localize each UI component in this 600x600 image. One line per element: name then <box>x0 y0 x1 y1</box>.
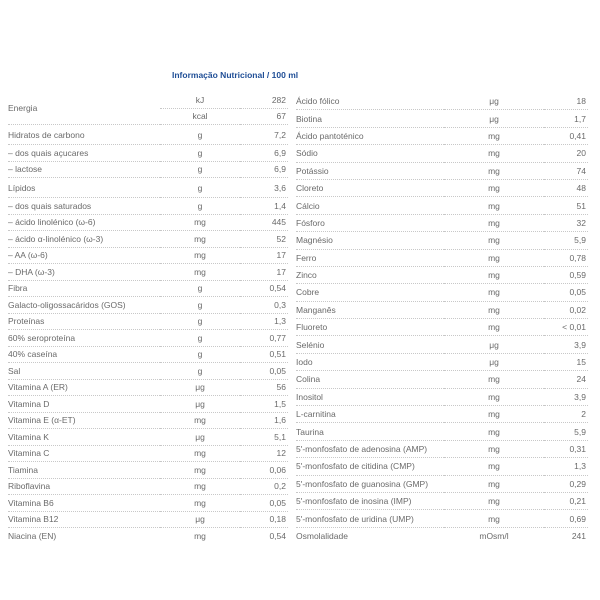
row-value: 241 <box>571 530 586 541</box>
row-unit: mg <box>160 247 240 264</box>
row-value: 0,69 <box>544 510 588 527</box>
row-unit: mg <box>160 495 240 512</box>
table-row <box>296 510 588 527</box>
table-row <box>8 495 288 512</box>
row-value: 7,2 <box>240 125 288 145</box>
row-label: Cálcio <box>296 197 444 214</box>
row-unit: mg <box>444 510 544 527</box>
row-value: 0,29 <box>544 475 588 492</box>
row-label: Fibra <box>8 280 160 297</box>
row-unit: mg <box>194 530 206 541</box>
table-row <box>296 423 588 440</box>
table-row <box>296 266 588 283</box>
row-unit: kcal <box>160 108 240 125</box>
row-value: 5,1 <box>240 429 288 446</box>
row-label: Fósforo <box>296 214 444 231</box>
table-row <box>8 528 288 544</box>
table-row <box>8 161 288 178</box>
row-unit: kJ <box>160 92 240 108</box>
row-unit: mOsm/l <box>479 530 509 541</box>
row-unit: g <box>160 145 240 162</box>
table-row <box>296 127 588 144</box>
row-value: 0,05 <box>240 495 288 512</box>
table-row <box>296 249 588 266</box>
table-row <box>296 388 588 405</box>
row-value: 1,7 <box>544 110 588 127</box>
row-value: 67 <box>240 108 288 125</box>
table-row <box>296 93 588 110</box>
row-label: Osmolalidade <box>296 530 348 541</box>
table-row <box>8 429 288 446</box>
table-row <box>8 330 288 347</box>
row-value: 2 <box>544 406 588 423</box>
row-label: 5'-monfosfato de citidina (CMP) <box>296 458 444 475</box>
row-label: Vitamina B6 <box>8 495 160 512</box>
row-label: – AA (ω-6) <box>8 247 160 264</box>
row-unit: mg <box>160 264 240 281</box>
nutrition-table-right <box>296 93 588 544</box>
row-value: 0,06 <box>240 462 288 479</box>
table-row <box>8 363 288 380</box>
row-unit: mg <box>444 492 544 509</box>
row-unit: g <box>160 297 240 314</box>
row-label: 5'-monfosfato de guanosina (GMP) <box>296 475 444 492</box>
row-unit: g <box>160 363 240 380</box>
row-value: 0,02 <box>544 301 588 318</box>
row-value: 1,5 <box>240 396 288 413</box>
row-unit: mg <box>444 179 544 196</box>
table-row <box>296 458 588 475</box>
row-label: Vitamina E (α-ET) <box>8 412 160 429</box>
row-unit: mg <box>160 462 240 479</box>
row-unit: mg <box>444 232 544 249</box>
row-unit: μg <box>444 353 544 370</box>
row-value: 56 <box>240 379 288 396</box>
row-label: Biotina <box>296 110 444 127</box>
row-unit: mg <box>444 475 544 492</box>
row-label: Ferro <box>296 249 444 266</box>
table-row <box>8 313 288 330</box>
row-label: Hidratos de carbono <box>8 125 160 145</box>
row-label: Taurina <box>296 423 444 440</box>
row-unit: mg <box>444 266 544 283</box>
row-label: – lactose <box>8 161 160 178</box>
table-row <box>8 396 288 413</box>
row-value: 17 <box>240 247 288 264</box>
table-row <box>296 232 588 249</box>
table-row <box>296 319 588 336</box>
row-unit: mg <box>160 445 240 462</box>
row-unit: mg <box>444 214 544 231</box>
row-unit: mg <box>160 412 240 429</box>
row-unit: mg <box>444 127 544 144</box>
row-unit: mg <box>444 197 544 214</box>
row-unit: μg <box>444 93 544 110</box>
row-label: Iodo <box>296 353 444 370</box>
row-value: 3,6 <box>240 178 288 198</box>
table-row <box>8 125 288 145</box>
row-value: 1,3 <box>544 458 588 475</box>
row-unit: μg <box>444 110 544 127</box>
table-row <box>8 412 288 429</box>
table-row <box>8 346 288 363</box>
row-unit: μg <box>160 379 240 396</box>
table-row <box>8 511 288 528</box>
row-value: 0,05 <box>544 284 588 301</box>
row-value: < 0,01 <box>544 319 588 336</box>
table-row <box>296 162 588 179</box>
row-label: Inositol <box>296 388 444 405</box>
table-row <box>8 198 288 215</box>
row-value: 3,9 <box>544 388 588 405</box>
row-value: 0,77 <box>240 330 288 347</box>
row-value: 74 <box>544 162 588 179</box>
row-unit: μg <box>160 511 240 528</box>
row-label: Tiamina <box>8 462 160 479</box>
row-unit: μg <box>160 396 240 413</box>
row-value: 0,31 <box>544 440 588 457</box>
row-unit: mg <box>160 478 240 495</box>
row-value: 5,9 <box>544 232 588 249</box>
row-value: 17 <box>240 264 288 281</box>
row-unit: g <box>160 161 240 178</box>
table-row <box>8 247 288 264</box>
row-unit: mg <box>444 249 544 266</box>
row-value: 282 <box>240 92 288 108</box>
row-unit: mg <box>160 231 240 248</box>
table-row <box>296 371 588 388</box>
table-row <box>8 145 288 162</box>
row-value: 32 <box>544 214 588 231</box>
row-label: Proteínas <box>8 313 160 330</box>
row-unit: mg <box>444 371 544 388</box>
row-value: 6,9 <box>240 145 288 162</box>
table-row <box>296 475 588 492</box>
row-label: 5'-monfosfato de uridina (UMP) <box>296 510 444 527</box>
table-row <box>296 197 588 214</box>
row-value: 24 <box>544 371 588 388</box>
row-unit: g <box>160 346 240 363</box>
row-label: Vitamina C <box>8 445 160 462</box>
row-unit: g <box>160 313 240 330</box>
row-unit: mg <box>160 214 240 231</box>
table-row <box>8 92 288 108</box>
row-label: Vitamina D <box>8 396 160 413</box>
row-unit: g <box>160 125 240 145</box>
table-row <box>296 440 588 457</box>
table-row <box>296 527 588 544</box>
row-unit: mg <box>444 319 544 336</box>
row-label: 5'-monfosfato de inosina (IMP) <box>296 492 444 509</box>
row-unit: μg <box>444 336 544 353</box>
table-row <box>296 353 588 370</box>
table-row <box>8 280 288 297</box>
row-unit: g <box>160 198 240 215</box>
row-label: Sal <box>8 363 160 380</box>
table-row <box>8 214 288 231</box>
row-unit: mg <box>444 145 544 162</box>
row-label: Selénio <box>296 336 444 353</box>
row-value: 20 <box>544 145 588 162</box>
row-label: Potássio <box>296 162 444 179</box>
row-label: Manganês <box>296 301 444 318</box>
table-row <box>8 178 288 198</box>
table-row <box>296 145 588 162</box>
table-row <box>8 478 288 495</box>
row-label: Ácido pantoténico <box>296 127 444 144</box>
row-label: L-carnitina <box>296 406 444 423</box>
row-value: 52 <box>240 231 288 248</box>
row-value: 48 <box>544 179 588 196</box>
row-value: 0,54 <box>269 530 286 541</box>
row-value: 0,21 <box>544 492 588 509</box>
row-label: Zinco <box>296 266 444 283</box>
row-label: Cobre <box>296 284 444 301</box>
table-row <box>8 297 288 314</box>
table-row <box>296 336 588 353</box>
row-value: 0,41 <box>544 127 588 144</box>
row-value: 445 <box>240 214 288 231</box>
table-row <box>8 445 288 462</box>
row-unit: mg <box>444 406 544 423</box>
row-value: 0,18 <box>240 511 288 528</box>
row-value: 6,9 <box>240 161 288 178</box>
row-unit: g <box>160 280 240 297</box>
row-value: 5,9 <box>544 423 588 440</box>
row-value: 15 <box>544 353 588 370</box>
row-value: 0,78 <box>544 249 588 266</box>
row-unit: mg <box>444 284 544 301</box>
row-value: 0,05 <box>240 363 288 380</box>
row-unit: mg <box>444 388 544 405</box>
table-row <box>296 406 588 423</box>
table-row <box>8 462 288 479</box>
row-label: Vitamina A (ER) <box>8 379 160 396</box>
row-label: Energia <box>8 92 160 125</box>
nutrition-table-left <box>8 92 288 544</box>
table-row <box>296 214 588 231</box>
row-unit: g <box>160 330 240 347</box>
row-label: – dos quais saturados <box>8 198 160 215</box>
table-row <box>8 231 288 248</box>
table-row <box>296 301 588 318</box>
row-label: Cloreto <box>296 179 444 196</box>
row-label: – dos quais açucares <box>8 145 160 162</box>
row-unit: mg <box>444 301 544 318</box>
table-row <box>8 379 288 396</box>
row-label: Vitamina K <box>8 429 160 446</box>
row-label: Galacto-oligossacáridos (GOS) <box>8 297 160 314</box>
row-unit: μg <box>160 429 240 446</box>
row-unit: g <box>160 178 240 198</box>
row-value: 0,59 <box>544 266 588 283</box>
row-value: 1,6 <box>240 412 288 429</box>
row-value: 3,9 <box>544 336 588 353</box>
row-label: Colina <box>296 371 444 388</box>
row-label: Riboflavina <box>8 478 160 495</box>
row-label: – ácido linolénico (ω-6) <box>8 214 160 231</box>
row-label: Vitamina B12 <box>8 511 160 528</box>
row-value: 51 <box>544 197 588 214</box>
table-row <box>296 110 588 127</box>
row-unit: mg <box>444 440 544 457</box>
row-label: Fluoreto <box>296 319 444 336</box>
row-value: 18 <box>544 93 588 110</box>
row-value: 1,3 <box>240 313 288 330</box>
table-row <box>296 179 588 196</box>
row-unit: mg <box>444 423 544 440</box>
row-value: 0,2 <box>240 478 288 495</box>
table-row <box>8 264 288 281</box>
row-label: 60% seroproteína <box>8 330 160 347</box>
row-label: Magnésio <box>296 232 444 249</box>
row-value: 1,4 <box>240 198 288 215</box>
row-unit: mg <box>444 458 544 475</box>
row-unit: mg <box>444 162 544 179</box>
table-row <box>296 284 588 301</box>
row-label: Sódio <box>296 145 444 162</box>
row-value: 0,3 <box>240 297 288 314</box>
row-label: 40% caseína <box>8 346 160 363</box>
row-label: 5'-monfosfato de adenosina (AMP) <box>296 440 444 457</box>
table-row <box>296 492 588 509</box>
table-title: Informação Nutricional / 100 ml <box>172 70 299 80</box>
row-label: Lípidos <box>8 178 160 198</box>
row-label: Ácido fólico <box>296 93 444 110</box>
row-value: 0,51 <box>240 346 288 363</box>
row-value: 12 <box>240 445 288 462</box>
row-label: Niacina (EN) <box>8 530 57 541</box>
row-label: – ácido α-linolénico (ω-3) <box>8 231 160 248</box>
row-value: 0,54 <box>240 280 288 297</box>
row-label: – DHA (ω-3) <box>8 264 160 281</box>
